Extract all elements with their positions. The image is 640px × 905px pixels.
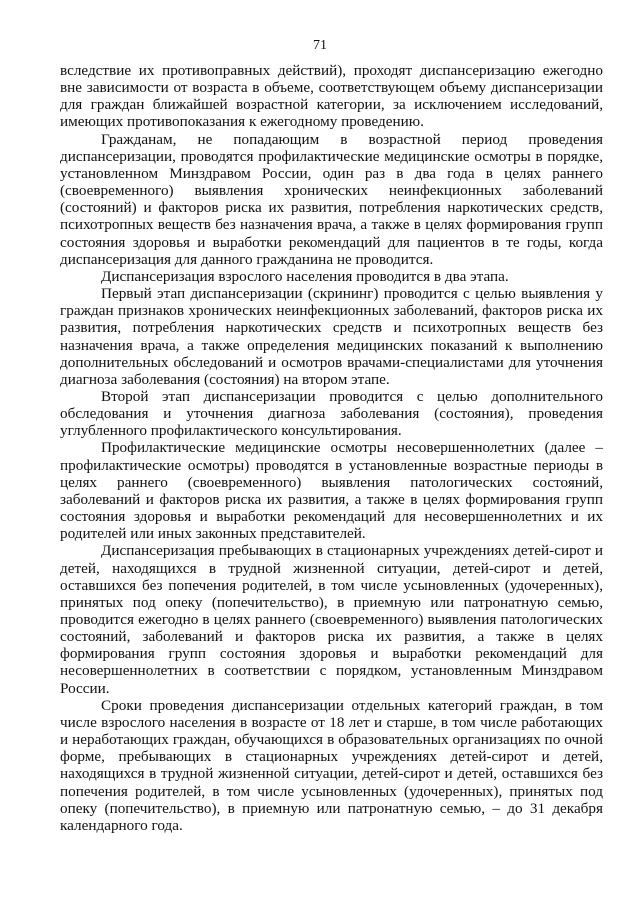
paragraph-continuation: вследствие их противоправных действий), проходят диспансеризацию ежегодно вне зависимости от возраста в объеме, соответствующем объему диспансеризации для граждан ближайшей возрастной категории, за исключением исследований, имеющих противопоказания к ежегодному проведению. — [60, 62, 603, 131]
paragraph-second-stage: Второй этап диспансеризации проводится с целью дополнительного обследования и уточнения диагноза заболевания (состояния), проведения углубленного профилактического консультирования. — [60, 387, 603, 440]
paragraph-first-stage: Первый этап диспансеризации (скрининг) проводится с целью выявления у граждан признаков хронических неинфекционных заболеваний, факторов риска их развития, потребления наркотических средств и психотропных веществ без назначения врача, а также определения медицинских показаний к выполнению дополнительных обследований и осмотров врачами-специалистами для уточнения диагноза заболевания (состояния) на втором этапе. — [60, 285, 603, 388]
page-body — [60, 62, 603, 834]
page-number: 71 — [313, 38, 327, 53]
paragraph-orphans-exams: Диспансеризация пребывающих в стационарных учреждениях детей-сирот и детей, находящихся в трудной жизненной ситуации, детей-сирот и детей, оставшихся без попечения родителей, в том числе усыновленных (удочеренных), принятых под опеку (попечительство), в приемную или патронатную семью, проводится ежегодно в целях раннего (своевременного) выявления патологических состояний, заболеваний и факторов риска их развития, а также в целях формирования групп состояния здоровья и выработки рекомендаций для несовершеннолетних в соответствии с порядком, установленным Минздравом России. — [60, 542, 603, 697]
paragraph-two-stages: Диспансеризация взрослого населения проводится в два этапа. — [101, 267, 509, 285]
paragraph-deadlines: Сроки проведения диспансеризации отдельных категорий граждан, в том числе взрослого населения в возрасте от 18 лет и старше, в том числе работающих и неработающих граждан, обучающихся в образовательных организациях по очной форме, пребывающих в стационарных учреждениях детей-сирот и детей, находящихся в трудной жизненной ситуации, детей-сирот и детей, оставшихся без попечения родителей, в том числе усыновленных (удочеренных), принятых под опеку (попечительство), в приемную или патронатную семью, – до 31 декабря календарного года. — [60, 696, 603, 834]
paragraph-preventive-exams-other-ages: Гражданам, не попадающим в возрастной период проведения диспансеризации, проводятся профилактические медицинские осмотры в порядке, установленном Минздравом России, один раз в два года в целях раннего (своевременного) выявления хронических неинфекционных заболеваний (состояний) и факторов риска их развития, потребления наркотических средств, психотропных веществ без назначения врача, а также в целях формирования групп состояния здоровья и выработки рекомендаций для пациентов в те годы, когда диспансеризация для данного гражданина не проводится. — [60, 130, 603, 268]
paragraph-minors-exams: Профилактические медицинские осмотры несовершеннолетних (далее – профилактические осмотры) проводятся в установленные возрастные периоды в целях раннего (своевременного) выявления патологических состояний, заболеваний и факторов риска их развития, а также в целях формирования групп состояния здоровья и выработки рекомендаций для несовершеннолетних и их родителей или иных законных представителей. — [60, 439, 603, 543]
